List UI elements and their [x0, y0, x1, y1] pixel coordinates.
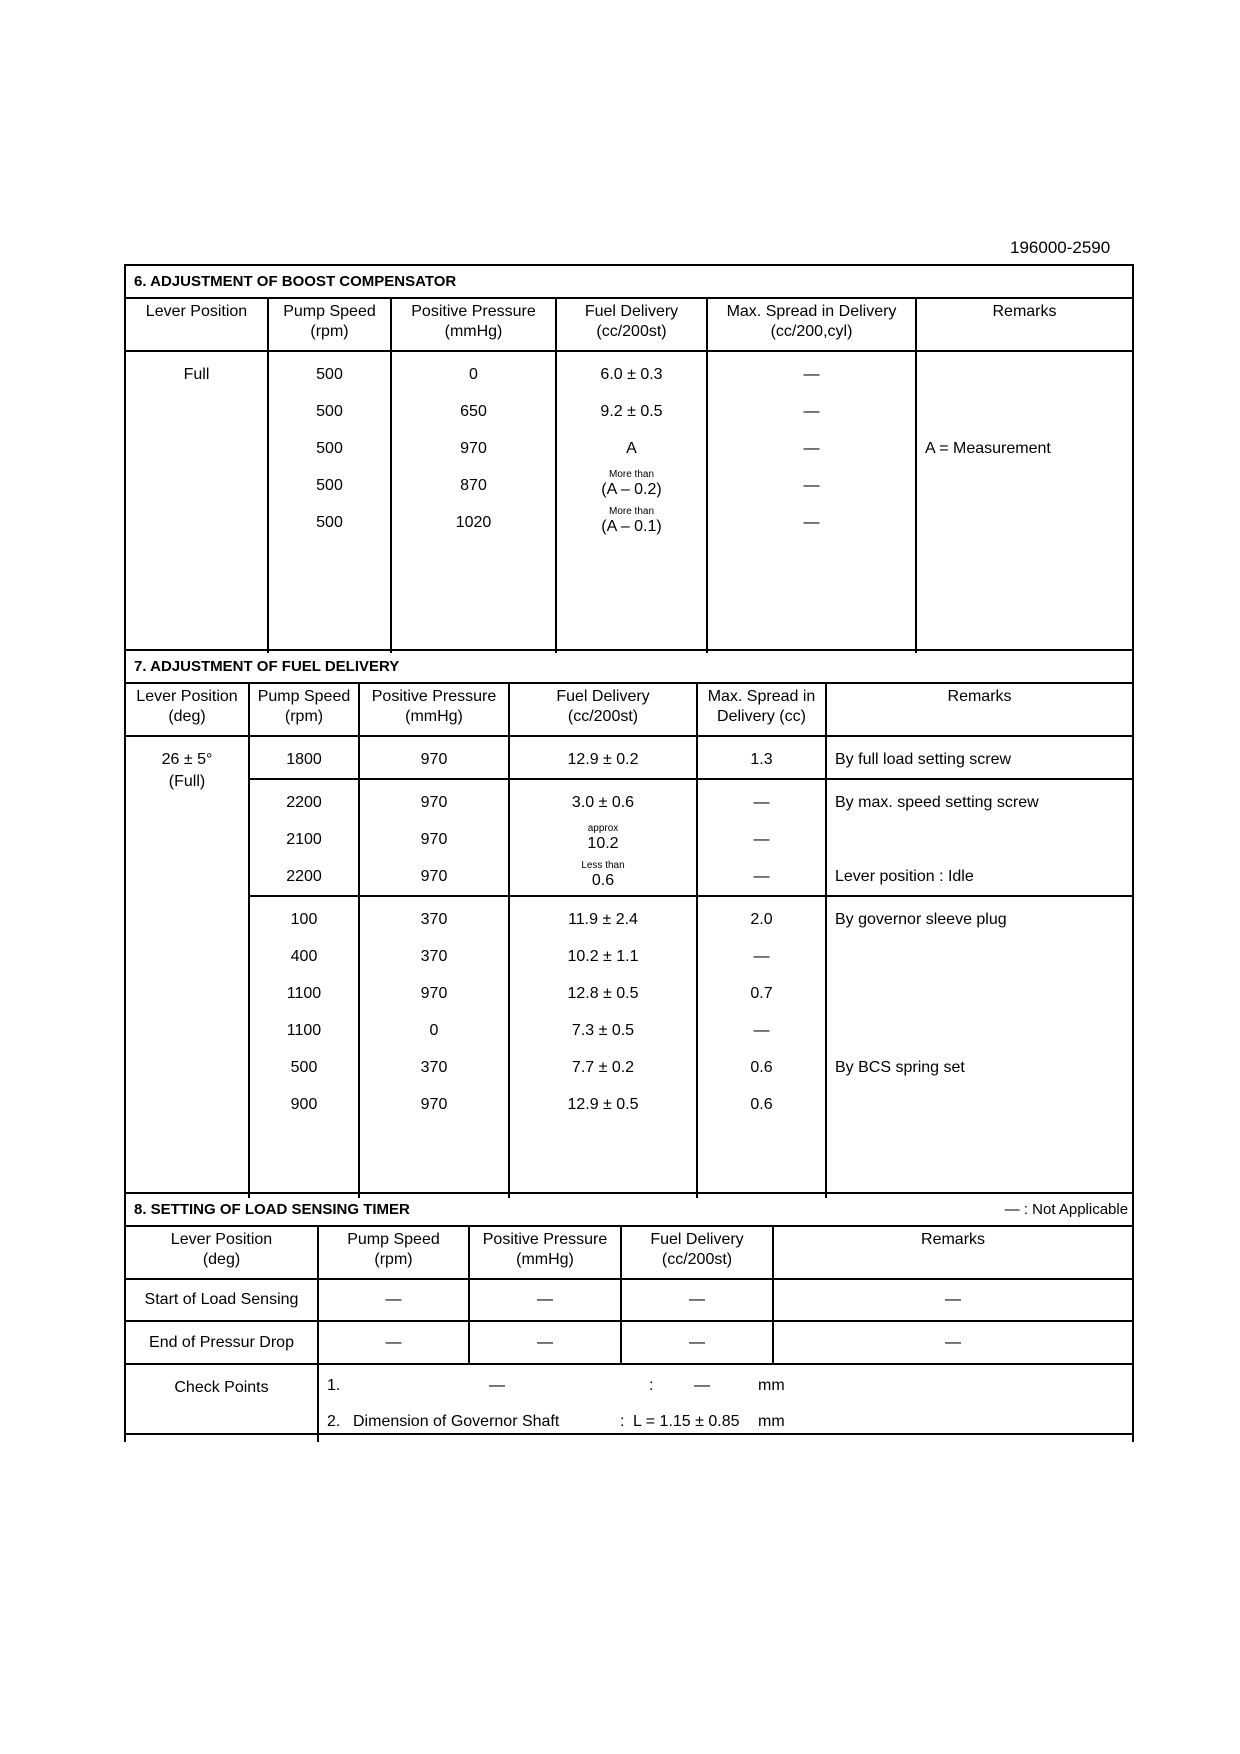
fuel-delivery-value: [510, 821, 696, 858]
boost-compensator-table: [124, 264, 1134, 653]
remarks-value: —: [773, 1279, 1133, 1321]
pump-speed-value: 1100: [286, 985, 322, 1002]
pump-speed-value: 2200: [286, 794, 322, 811]
pump-speed-value: 100: [290, 911, 318, 928]
header-lever-position: Lever Position (deg): [125, 683, 249, 736]
fuel-delivery-qualifier: approx: [587, 823, 619, 834]
max-spread-value: 1.3: [750, 751, 773, 768]
pump-speed-value: 900: [290, 1096, 318, 1113]
header-remarks: Remarks: [916, 298, 1133, 351]
remarks-value: Lever position : Idle: [835, 868, 974, 885]
fuel-delivery-table: [124, 649, 1134, 1198]
pump-speed-value: 2100: [286, 831, 322, 848]
pump-speed-value: 500: [316, 403, 343, 420]
max-spread-value: 0.7: [750, 985, 773, 1002]
lever-position-value: 26 ± 5° (Full): [161, 751, 213, 790]
max-spread-value: —: [753, 794, 770, 811]
header-positive-pressure: Positive Pressure (mmHg): [359, 683, 509, 736]
spread-cell: [697, 779, 826, 896]
fuel-cell: [556, 351, 707, 653]
section-7-title: 7. ADJUSTMENT OF FUEL DELIVERY: [125, 650, 1133, 683]
remarks-cell: [826, 896, 1133, 1198]
pump-speed-value: 500: [316, 514, 343, 531]
remarks-value: By full load setting screw: [835, 751, 1012, 768]
fuel-delivery-value: 6.0 ± 0.3: [600, 366, 663, 383]
positive-pressure-value: —: [469, 1279, 621, 1321]
load-sensing-timer-table: [124, 1192, 1134, 1442]
fuel-delivery-value: [557, 504, 706, 541]
header-positive-pressure: Positive Pressure (mmHg): [469, 1226, 621, 1279]
row-label: Start of Load Sensing: [125, 1279, 318, 1321]
fuel-delivery-value: [557, 467, 706, 504]
pressure-cell: [391, 351, 556, 653]
fuel-delivery-value: —: [621, 1279, 773, 1321]
pump-speed-value: —: [318, 1279, 469, 1321]
header-pump-speed: Pump Speed (rpm): [249, 683, 359, 736]
check-point-value: —: [694, 1377, 710, 1394]
fuel-cell: [509, 779, 697, 896]
header-max-spread: Max. Spread in Delivery (cc/200,cyl): [707, 298, 916, 351]
remarks-value: —: [773, 1321, 1133, 1364]
header-positive-pressure: Positive Pressure (mmHg): [391, 298, 556, 351]
header-pump-speed: Pump Speed (rpm): [318, 1226, 469, 1279]
check-point-2: [319, 1403, 1132, 1441]
positive-pressure-value: 970: [420, 831, 448, 848]
max-spread-value: —: [803, 440, 820, 457]
pump-speed-value: 1800: [286, 751, 322, 768]
fuel-delivery-value: 7.7 ± 0.2: [571, 1059, 635, 1076]
positive-pressure-value: 650: [460, 403, 487, 420]
fuel-delivery-number: (A – 0.2): [601, 481, 662, 498]
lever-position-value: Full: [183, 366, 210, 383]
pump-speed-value: 2200: [286, 868, 322, 885]
row-label: End of Pressur Drop: [125, 1321, 318, 1364]
bottom-border: [124, 1433, 1132, 1435]
section-6-title: 6. ADJUSTMENT OF BOOST COMPENSATOR: [125, 265, 1133, 298]
fuel-cell: [509, 736, 697, 779]
fuel-delivery-value: 11.9 ± 2.4: [568, 911, 638, 928]
remarks-value: [827, 821, 1132, 858]
check-point-unit: mm: [758, 1377, 785, 1394]
check-point-value: L = 1.15 ± 0.85: [633, 1413, 740, 1430]
positive-pressure-value: —: [469, 1321, 621, 1364]
positive-pressure-value: 870: [460, 477, 487, 494]
remarks-value: [827, 975, 1132, 1012]
check-point-colon: :: [620, 1413, 625, 1430]
fuel-delivery-value: 12.8 ± 0.5: [567, 985, 639, 1002]
max-spread-value: —: [803, 366, 820, 383]
positive-pressure-value: 970: [420, 868, 448, 885]
table-row: [125, 1279, 1133, 1321]
remarks-value: [917, 393, 1132, 430]
remarks-value: [827, 1012, 1132, 1049]
spread-cell: [707, 351, 916, 653]
positive-pressure-value: 970: [420, 751, 448, 768]
document-number: 196000-2590: [1010, 238, 1111, 257]
positive-pressure-value: 970: [420, 985, 448, 1002]
positive-pressure-value: 370: [420, 911, 448, 928]
remarks-value: [827, 1086, 1132, 1123]
speed-cell: [268, 351, 391, 653]
header-pump-speed: Pump Speed (rpm): [268, 298, 391, 351]
check-points-row: [125, 1364, 1133, 1442]
pump-speed-value: —: [318, 1321, 469, 1364]
remarks-cell: [916, 351, 1133, 653]
fuel-delivery-value: 9.2 ± 0.5: [600, 403, 663, 420]
check-point-unit: mm: [758, 1413, 785, 1430]
lever-cell: [125, 351, 268, 653]
max-spread-value: —: [803, 403, 820, 420]
pressure-cell: [359, 896, 509, 1198]
section-8-title: 8. SETTING OF LOAD SENSING TIMER: [134, 1201, 410, 1218]
positive-pressure-value: 970: [420, 794, 448, 811]
fuel-delivery-qualifier: More than: [608, 469, 655, 480]
fuel-delivery-number: 10.2: [587, 835, 619, 852]
check-point-colon: :: [649, 1377, 654, 1394]
pump-speed-value: 500: [290, 1059, 318, 1076]
check-point-text: Dimension of Governor Shaft: [353, 1413, 560, 1430]
check-point-number: 1.: [327, 1377, 341, 1394]
fuel-delivery-value: 7.3 ± 0.5: [571, 1022, 635, 1039]
max-spread-value: —: [753, 948, 770, 965]
check-point-number: 2.: [327, 1413, 341, 1430]
fuel-delivery-value: 10.2 ± 1.1: [567, 948, 639, 965]
header-remarks: Remarks: [773, 1226, 1133, 1279]
max-spread-value: 0.6: [750, 1059, 773, 1076]
header-fuel-delivery: Fuel Delivery (cc/200st): [509, 683, 697, 736]
header-max-spread: Max. Spread in Delivery (cc): [697, 683, 826, 736]
remarks-value: By max. speed setting screw: [835, 794, 1039, 811]
spread-cell: [697, 896, 826, 1198]
max-spread-value: —: [753, 831, 770, 848]
not-applicable-legend: — : Not Applicable: [1004, 1201, 1129, 1218]
positive-pressure-value: 1020: [455, 514, 492, 531]
check-points-cell: [318, 1364, 1133, 1442]
positive-pressure-value: 0: [469, 366, 478, 383]
max-spread-value: —: [753, 1022, 770, 1039]
positive-pressure-value: 0: [429, 1022, 439, 1039]
remarks-cell: [826, 779, 1133, 896]
fuel-delivery-value: 12.9 ± 0.2: [567, 751, 639, 768]
fuel-delivery-value: —: [621, 1321, 773, 1364]
fuel-delivery-value: 3.0 ± 0.6: [571, 794, 635, 811]
pump-speed-value: 400: [290, 948, 318, 965]
check-point-text: —: [489, 1377, 505, 1394]
pressure-cell: [359, 779, 509, 896]
fuel-delivery-qualifier: More than: [608, 506, 655, 517]
spread-cell: [697, 736, 826, 779]
remarks-cell: [826, 736, 1133, 779]
positive-pressure-value: 970: [460, 440, 487, 457]
remarks-value: [917, 467, 1132, 504]
max-spread-value: 2.0: [750, 911, 773, 928]
fuel-delivery-value: [510, 858, 696, 895]
pump-speed-value: 500: [316, 440, 343, 457]
pump-speed-value: 500: [316, 366, 343, 383]
max-spread-value: 0.6: [750, 1096, 773, 1113]
speed-cell: [249, 779, 359, 896]
section-8-title-row: [125, 1193, 1133, 1226]
table-row: [125, 1321, 1133, 1364]
pressure-cell: [359, 736, 509, 779]
header-fuel-delivery: Fuel Delivery (cc/200st): [621, 1226, 773, 1279]
remarks-value: By governor sleeve plug: [835, 911, 1007, 928]
pump-speed-value: 500: [316, 477, 343, 494]
positive-pressure-value: 370: [420, 948, 448, 965]
fuel-delivery-qualifier: Less than: [581, 860, 625, 871]
fuel-delivery-number: 0.6: [591, 872, 615, 889]
header-remarks: Remarks: [826, 683, 1133, 736]
fuel-cell: [509, 896, 697, 1198]
max-spread-value: —: [753, 868, 770, 885]
check-point-1: [319, 1365, 1132, 1403]
positive-pressure-value: 370: [420, 1059, 448, 1076]
max-spread-value: —: [803, 514, 820, 531]
header-lever-position: Lever Position: [125, 298, 268, 351]
speed-cell: [249, 896, 359, 1198]
header-lever-position: Lever Position (deg): [125, 1226, 318, 1279]
remarks-value: A = Measurement: [925, 440, 1051, 457]
max-spread-value: —: [803, 477, 820, 494]
remarks-value: [827, 938, 1132, 975]
fuel-delivery-number: (A – 0.1): [601, 518, 662, 535]
fuel-delivery-value: 12.9 ± 0.5: [567, 1096, 639, 1113]
positive-pressure-value: 970: [420, 1096, 448, 1113]
remarks-value: By BCS spring set: [835, 1059, 965, 1076]
remarks-value: [917, 356, 1132, 393]
fuel-delivery-value: A: [626, 440, 637, 457]
header-fuel-delivery: Fuel Delivery (cc/200st): [556, 298, 707, 351]
speed-cell: [249, 736, 359, 779]
lever-cell: [125, 736, 249, 1198]
pump-speed-value: 1100: [286, 1022, 322, 1039]
check-points-label: Check Points: [125, 1364, 318, 1442]
remarks-value: [917, 504, 1132, 541]
